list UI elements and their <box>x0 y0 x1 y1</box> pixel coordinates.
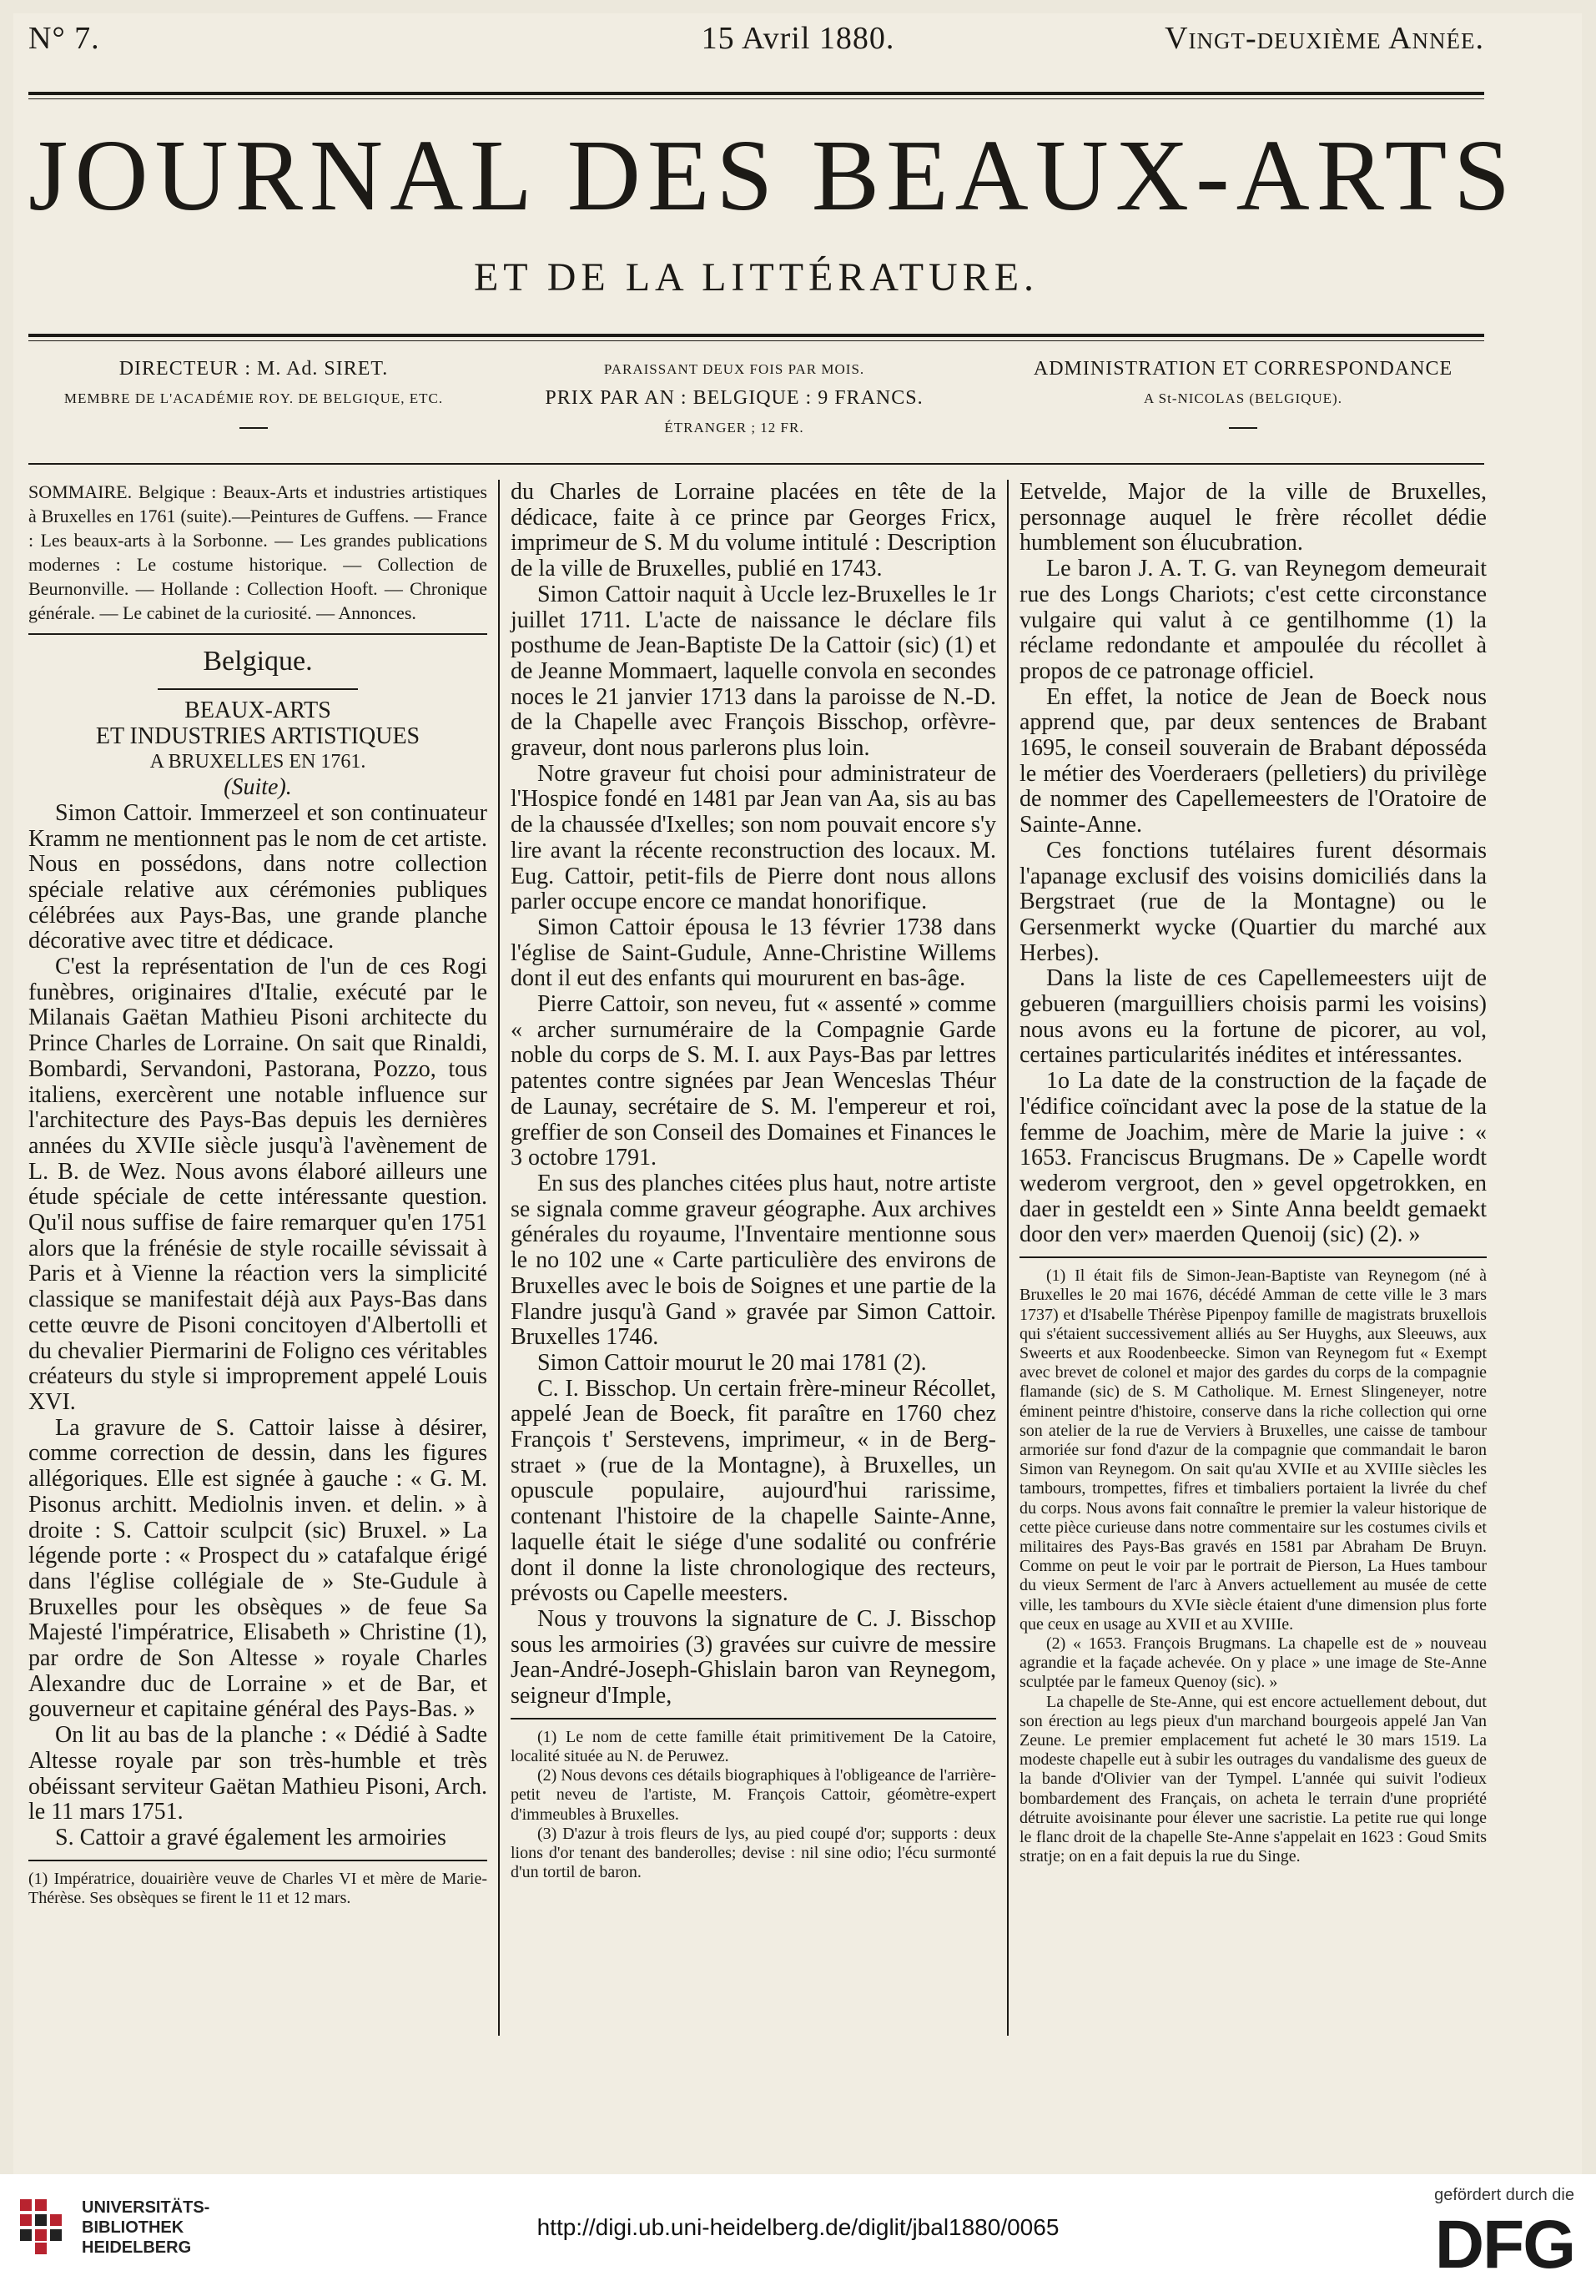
table-of-contents: SOMMAIRE. Belgique : Beaux-Arts et industries artistiques à Bruxelles en 1761 (suite).—Peintures de Guffens. — France : Les beaux-arts à la Sorbonne. — Les grandes publications modernes : Le costume historique. — Collection de Beurnonville. — Hollande : Collection Hooft. — Chronique générale. — Le cabinet de la curiosité. — Annonces. <box>28 481 487 623</box>
article-rule <box>158 688 358 690</box>
section-rule <box>28 633 487 635</box>
funding-label: gefördert durch die <box>1434 2186 1574 2204</box>
columns-top-rule <box>28 463 1484 465</box>
volume-year: Vingt-deuxième Année. <box>1165 21 1484 56</box>
article-title-line-2: ET INDUSTRIES ARTISTIQUES <box>95 723 420 749</box>
column-2 <box>511 480 996 1882</box>
paragraph: Simon Cattoir. Immerzeel et son continuateur Kramm ne mentionnent pas le nom de cet artiste. Nous en possédons, dans notre collection spéciale relative aux cérémonies publiques célébrées aux Pays-Bas, une grande planche décorative avec titre et dédicace. <box>28 799 487 954</box>
issue-date: 15 Avril 1880. <box>701 21 895 56</box>
paragraph: En sus des planches citées plus haut, notre artiste se signala comme graveur géographe. Aux archives générales du royaume, l'Inventaire mentionne sous le no 102 une « Carte particulière des environs de Bruxelles avec le bois de Soignes et une partie de la Flandre jusqu'à Gand » gravée par Simon Cattoir. Bruxelles 1746. <box>511 1170 996 1351</box>
permalink-url[interactable]: http://digi.ub.uni-heidelberg.de/diglit/jbal1880/0065 <box>536 2214 1060 2240</box>
column-divider-1 <box>498 480 500 2036</box>
paragraph: Simon Cattoir naquit à Uccle lez-Bruxelles le 1r juillet 1711. L'acte de naissance le déclare fils posthume de Jean-Baptiste De la Cattoir (sic) (1) et de Jeanne Mommaert, laquelle convola en secondes noces le 21 janvier 1713 dans la paroisse de N.-D. de la Chapelle avec François Bisschop, orfèvre-graveur, dont nous parlerons plus loin. <box>511 581 996 762</box>
column-divider-2 <box>1007 480 1009 2036</box>
paragraph: La gravure de S. Cattoir laisse à désirer, comme correction de dessin, dans les figures allégoriques. Elle est signée à gauche : « G. M. Pisonus architt. Mediolnis inven. et delin. » à droite : S. Cattoir sculpcit (sic) Bruxel. » La légende porte : « Prospect du » catafalque érigé dans l'église collégiale de » Ste-Gudule à Bruxelles pour les obsèques » de feue Sa Majesté l'impératrice, Elisabeth » Christine (1), par ordre de Son Altesse » royale Charles Alexandre duc de Lorraine » et de Bar, et gouverneur et capitaine général des Pays-Bas. » <box>28 1414 487 1723</box>
footnote-rule <box>1020 1256 1487 1258</box>
top-rule <box>28 92 1484 95</box>
paragraph: En effet, la notice de Jean de Boeck nous apprend que, par deux sentences de Brabant 1695, le conseil souverain de Brabant déposséda le métier des Voerderaers (pelletiers) du privilège de nommer des Capellemeesters de l'Oratoire de Sainte-Anne. <box>1020 683 1487 838</box>
masthead-rule-thin <box>28 340 1484 341</box>
footnote: (2) « 1653. François Brugmans. La chapelle est de » nouveau agrandie et la façade achevée. On y place » une image de Ste-Anne sculptée par le fameux Quenoy (sic). » <box>1020 1634 1487 1692</box>
paragraph: S. Cattoir a gravé également les armoiries <box>55 1824 446 1850</box>
paragraph: Simon Cattoir épousa le 13 février 1738 dans l'église de Saint-Gudule, Anne-Christine Willems dont il eut des enfants qui moururent en bas-âge. <box>511 914 996 992</box>
paragraph: Simon Cattoir mourut le 20 mai 1781 (2). <box>537 1349 927 1376</box>
footnote: (3) D'azur à trois fleurs de lys, au pied coupé d'or; supports : deux lions d'or tenant des banderolles; devise : nil sine odio; l'écu surmonté d'un tortil de baron. <box>511 1824 996 1882</box>
director-title: MEMBRE DE L'ACADÉMIE ROY. DE BELGIQUE, ETC. <box>63 390 444 406</box>
article-title-line-3: A BRUXELLES EN 1761. <box>149 751 366 773</box>
paragraph: On lit au bas de la planche : « Dédié à Sadte Altesse royale par son très-humble et très obéissant serviteur Gaëtan Mathieu Pisoni, Arch. le 11 mars 1751. <box>28 1722 487 1825</box>
paragraph: C. I. Bisschop. Un certain frère-mineur Récollet, appelé Jean de Boeck, fit paraître en 1760 chez François t' Serstevens, imprimeur, « in de Berg-straet » (rue de la Montagne), à Bruxelles, un opuscule populaire, aujourd'hui rarissime, contenant l'histoire de la chapelle Sainte-Anne, laquelle était le siége d'une sodalité ou confrérie dont il donne la liste chronologique des recteurs, prévosts ou Capelle meesters. <box>511 1375 996 1607</box>
section-heading: Belgique. <box>203 646 313 677</box>
library-name-line-1: UNIVERSITÄTS- <box>82 2198 210 2217</box>
director-block <box>28 355 479 442</box>
director-name: DIRECTEUR : M. Ad. SIRET. <box>118 358 389 380</box>
foreign-price: ÉTRANGER ; 12 FR. <box>664 420 804 436</box>
issue-number: N° 7. <box>28 21 100 56</box>
administration-title: ADMINISTRATION ET CORRESPONDANCE <box>1033 358 1453 380</box>
administration-dash <box>1229 427 1257 429</box>
digitization-footer <box>0 2174 1596 2296</box>
paragraph: Pierre Cattoir, son neveu, fut « assenté » comme « archer surnuméraire de la Compagnie Garde noble du corps de S. M. I. aux Pays-Bas par lettres patentes contre signées par Jean Wenceslas Théur de Launay, secrétaire de S. M. l'empereur et roi, greffier de son Conseil des Domaines et Finances le 3 octobre 1791. <box>511 991 996 1171</box>
paragraph: Ces fonctions tutélaires furent désormais l'apanage exclusif des voisins domiciliés dans la Bergstraet (rue de la Montagne) ou le Gersenmerkt wycke (Quartier du marché aux Herbes). <box>1020 837 1487 966</box>
paragraph: du Charles de Lorraine placées en tête de la dédicace, faite à ce prince par Georges Fricx, imprimeur de S. M du volume intitulé : Description de la ville de Bruxelles, publié en 1743. <box>511 479 996 582</box>
article-continued: (Suite). <box>224 774 292 801</box>
dfg-logo: DFG <box>1434 2207 1574 2283</box>
paragraph: Eetvelde, Major de la ville de Bruxelles, personnage auquel le frère récollet dédie humblement son élucubration. <box>1020 479 1487 556</box>
paragraph: Notre graveur fut choisi pour administrateur de l'Hospice fondé en 1481 par Jean van Aa, sis au bas de la chaussée d'Ixelles; son nom pouvait encore s'y lire avant la récente reconstruction des locaux. M. Eug. Cattoir, petit-fils de Pierre dont nous allons parler occupe encore ce mandat honorifique. <box>511 760 996 915</box>
administration-block <box>1001 355 1485 442</box>
footnote-rule <box>511 1718 996 1719</box>
journal-title: JOURNAL DES BEAUX-ARTS <box>28 119 1518 232</box>
journal-subtitle: ET DE LA LITTÉRATURE. <box>473 255 1040 300</box>
footnote: (1) Il était fils de Simon-Jean-Baptiste van Reynegom (né à Bruxelles le 20 mai 1676, décédé Amman de cette ville le 3 mars 1737) et d'Isabelle Thérèse Pipenpoy famille de magistrats bruxellois qui s'étaient successivement alliés au Ser Huyghs, aux Sleeuws, aux Sweerts et aux Roodenbeecke. Simon van Reynegom fut « Exempt avec brevet de colonel et major des gardes du corps de la compagnie flamande (sic) de S. M Catholique. M. Ernest Slingeneyer, notre éminent peintre d'histoire, conserve dans la riche collection qui orne son atelier de la rue de Verviers à Bruxelles, une caisse de tambour armoriée sur fond d'azur de la compagnie que commandait le baron Simon van Reynegom. On sait qu'au XVIIe et au XVIIIe siècles les tambours, trompettes, fifres et timbaliers portaient la livrée du chef du corps. Nous avons fait connaître le premier la valeur historique de cette pièce curieuse dans notre commentaire sur les costumes civils et militaires des Pays-Bas gravés en 1581 par Abraham De Bruyn. Comme on peut le voir par le portrait de Pierson, La Hues tambour du vieux Serment de l'arc à Anvers actuellement au musée de cette ville, les tambours du XVIe siècle étaient d'une dimension plus forte que ceux en usage au XVII et au XVIIIe. <box>1020 1266 1487 1634</box>
paragraph: Nous y trouvons la signature de C. J. Bisschop sous les armoiries (3) gravées sur cuivre de messire Jean-André-Joseph-Ghislain baron van Reynegom, seigneur d'Imple, <box>511 1605 996 1709</box>
director-dash <box>239 427 268 429</box>
subscription-price: PRIX PAR AN : BELGIQUE : 9 FRANCS. <box>545 387 924 409</box>
article-title-line-1: BEAUX-ARTS <box>184 697 331 723</box>
footnote-rule <box>28 1860 487 1861</box>
paragraph: Le baron J. A. T. G. van Reynegom demeurait rue des Longs Chariots; c'est cette circonstance vulgaire qui valut à ce gentilhomme (1) la réclame redondante et ampoulée du récollet à propos de ce patronage officiel. <box>1020 556 1487 684</box>
paragraph: Dans la liste de ces Capellemeesters uijt de gebueren (marguilliers choisis parmi les voisins) nous avons eu la fortune de picorer, au vol, certaines particularités inédites et intéressantes. <box>1020 965 1487 1069</box>
paragraph: C'est la représentation de l'un de ces Rogi funèbres, originaires d'Italie, exécuté par le Milanais Gaëtan Mathieu Pisoni architecte du Prince Charles de Lorraine. On sait que Rinaldi, Bombardi, Servandoni, Pastorana, Pozzo, tous italiens, exercèrent une notable influence sur l'architecture des Pays-Bas depuis les dernières années du XVIIe siècle jusqu'à l'avènement de L. B. de Wez. Nous avons élaboré ailleurs une étude spéciale de cette intéressante question. Qu'il nous suffise de faire remarquer qu'en 1751 alors que la frénésie de style rocaille sévissait à Paris et à Vienne la réaction vers la simplicité classique se manifestait déjà aux Pays-Bas dans cette œuvre de Pisoni concitoyen d'Albertolli et du chevalier Piermarini de Foligno ces véritables créateurs du style si improprement appelé Louis XVI. <box>28 954 487 1415</box>
library-name-line-3: HEIDELBERG <box>82 2238 192 2257</box>
administration-address: A St-NICOLAS (BELGIQUE). <box>1144 390 1342 406</box>
column-1 <box>28 480 487 1908</box>
footnote: (1) Le nom de cette famille était primitivement De la Catoire, localité située au N. de Peruwez. <box>511 1727 996 1765</box>
column-3 <box>1020 480 1487 1866</box>
masthead-rule <box>28 334 1484 337</box>
footnote: La chapelle de Ste-Anne, qui est encore actuellement debout, dut son érection au legs pieux d'un marchand bourgeois appelé Jan Van Zeune. Le premier emplacement fut acheté le 30 mars 1519. La modeste chapelle eut à subir les outrages du vandalisme des gueux de la bande d'Olivier van der Tympel. L'année qui suivit l'odieux bombardement des Français, on acheta le terrain d'une propriété détruite avoisinante pour élever une sacristie. La petite rue qui longe le flanc droit de la chapelle Ste-Anne s'appelait en 1623 : Goud Smits stratje; on en a fait depuis la rue du Singe. <box>1020 1692 1487 1866</box>
library-name-line-2: BIBLIOTHEK <box>82 2218 184 2237</box>
publication-frequency: PARAISSANT DEUX FOIS PAR MOIS. <box>603 361 865 377</box>
top-rule-thin <box>28 98 1484 99</box>
paragraph: 1o La date de la construction de la façade de l'édifice coïncidant avec la pose de la statue de la femme de Joachim, mère de Marie la juive : « 1653. Franciscus Brugmans. De » Capelle wordt wederom vergroot, den » gevel opgetrokken, en daer in gesteldt een » Sinte Anna beeldt gemaekt door den ver» maerden Quenoij (sic) (2). » <box>1020 1068 1487 1248</box>
footnote: (1) Impératrice, douairière veuve de Charles VI et mère de Marie-Thérèse. Ses obsèques se firent le 11 et 12 mars. <box>28 1869 487 1907</box>
footnote: (2) Nous devons ces détails biographiques à l'obligeance de l'arrière-petit neveu de l'artiste, M. François Cattoir, géomètre-expert d'immeubles à Bruxelles. <box>511 1766 996 1824</box>
publication-block <box>509 355 959 442</box>
